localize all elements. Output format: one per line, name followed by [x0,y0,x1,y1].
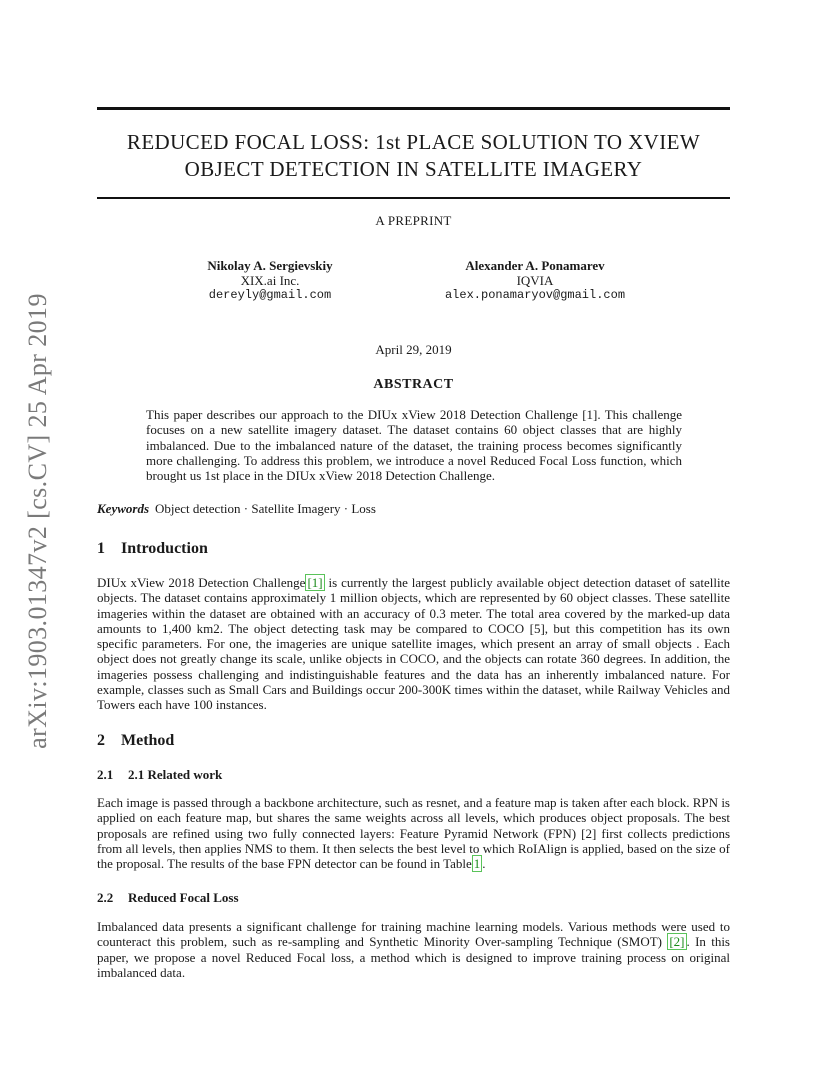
subsection-heading-reduced-focal-loss [97,890,239,906]
section-title: Method [121,732,175,749]
paper-title [97,129,730,183]
title-line-1: REDUCED FOCAL LOSS: 1st PLACE SOLUTION TO XVIEW [126,130,701,154]
related-work-text-end: . [482,856,486,872]
abstract-heading: ABSTRACT [373,377,454,392]
reduced-focal-loss-paragraph [97,919,730,980]
paper-date: April 29, 2019 [375,342,452,357]
keywords-label: Keywords [97,501,149,516]
arxiv-sidebar-stamp [18,284,58,759]
subsection-heading-related-work [97,767,222,783]
intro-text-rest: is currently the largest publicly available object detection dataset of satellite objects. The dataset contains approximately 1 million objects, which are represented by 60 object classes. These satellite imageries within the dataset are obtained with an accuracy of 0.3 meter. The total area covered by the marked-up data amounts to 1,400 km2. The object detecting task may be compared to COCO [5], but this competition has its own specific parameters. For one, the imageries are unique satellite images, which present an array of small objects . Each object does not greatly change its scale, unlike objects in COCO, and the objects can rotate 360 degrees. In addition, the imageries possess challenging and indistinguishable features and the data has an inherently imbalanced nature. For example, classes such as Small Cars and Buildings occur 200-300K times within the dataset, while Railway Vehicles and Towers each have 100 instances. [97,575,730,713]
table-ref-link[interactable]: 1 [473,856,481,872]
related-work-paragraph [97,795,730,871]
subsection-title: 2.1 Related work [128,767,223,782]
section-number: 2 [97,732,105,749]
section-number: 1 [97,540,105,557]
author-email: alex.ponamaryov@gmail.com [444,288,626,302]
author-2 [420,258,650,303]
title-rule-top [97,107,730,110]
author-email: dereyly@gmail.com [208,288,332,302]
section-heading-introduction [97,540,208,558]
title-rule-bottom [97,197,730,199]
author-name: Alexander A. Ponamarev [465,258,605,273]
section-title: Introduction [121,540,208,557]
rfl-text-rest: . In this paper, we propose a novel Reduced Focal loss, a method which is designed to improve training process on original imbalanced data. [97,934,730,980]
rfl-text-start: Imbalanced data presents a significant challenge for training machine learning models. Various methods were used to counteract this problem, such as re-sampling and Synthetic Minority Over-sampling Technique (SMOT) [97,919,730,950]
citation-link[interactable]: [2] [669,934,685,950]
related-work-text: Each image is passed through a backbone architecture, such as resnet, and a feature map is taken after each block. RPN is applied on each feature map, but shares the same weights across all levels, which produces object proposals. The best proposals are refined using two fully connected layers: Feature Pyramid Network (FPN) [2] first collects predictions from all levels, then applies NMS to them. It then selects the best level to which RoIAlign is applied, based on the size of the proposal. The results of the base FPN detector can be found in Table [97,795,730,872]
keywords [97,501,730,517]
keywords-text: Object detection · Satellite Imagery · Loss [155,501,376,516]
citation-link[interactable]: [1] [307,575,323,590]
subsection-number: 2.1 [97,767,114,782]
author-affiliation: IQVIA [516,273,554,288]
author-1 [160,258,380,303]
arxiv-id: arXiv:1903.01347v2 [cs.CV] 25 Apr 2019 [23,293,52,749]
author-affiliation: XIX.ai Inc. [240,273,300,288]
subsection-number: 2.2 [97,890,114,905]
author-name: Nikolay A. Sergievskiy [207,258,333,273]
abstract-text: This paper describes our approach to the DIUx xView 2018 Detection Challenge [1]. This challenge focuses on a new satellite imagery dataset. The dataset contains 60 object classes that are highly imbalanced. Due to the imbalanced nature of the dataset, the training process becomes significantly more challenging. To address this problem, we introduce a novel Reduced Focal Loss function, which brought us 1st place in the DIUx xView 2018 Detection Challenge. [146,407,682,484]
title-line-2: OBJECT DETECTION IN SATELLITE IMAGERY [184,157,643,181]
subsection-title: Reduced Focal Loss [128,890,239,905]
introduction-paragraph [97,575,730,713]
preprint-label: A PREPRINT [375,213,452,228]
intro-text-start: DIUx xView 2018 Detection Challenge [97,575,306,590]
section-heading-method [97,732,174,750]
